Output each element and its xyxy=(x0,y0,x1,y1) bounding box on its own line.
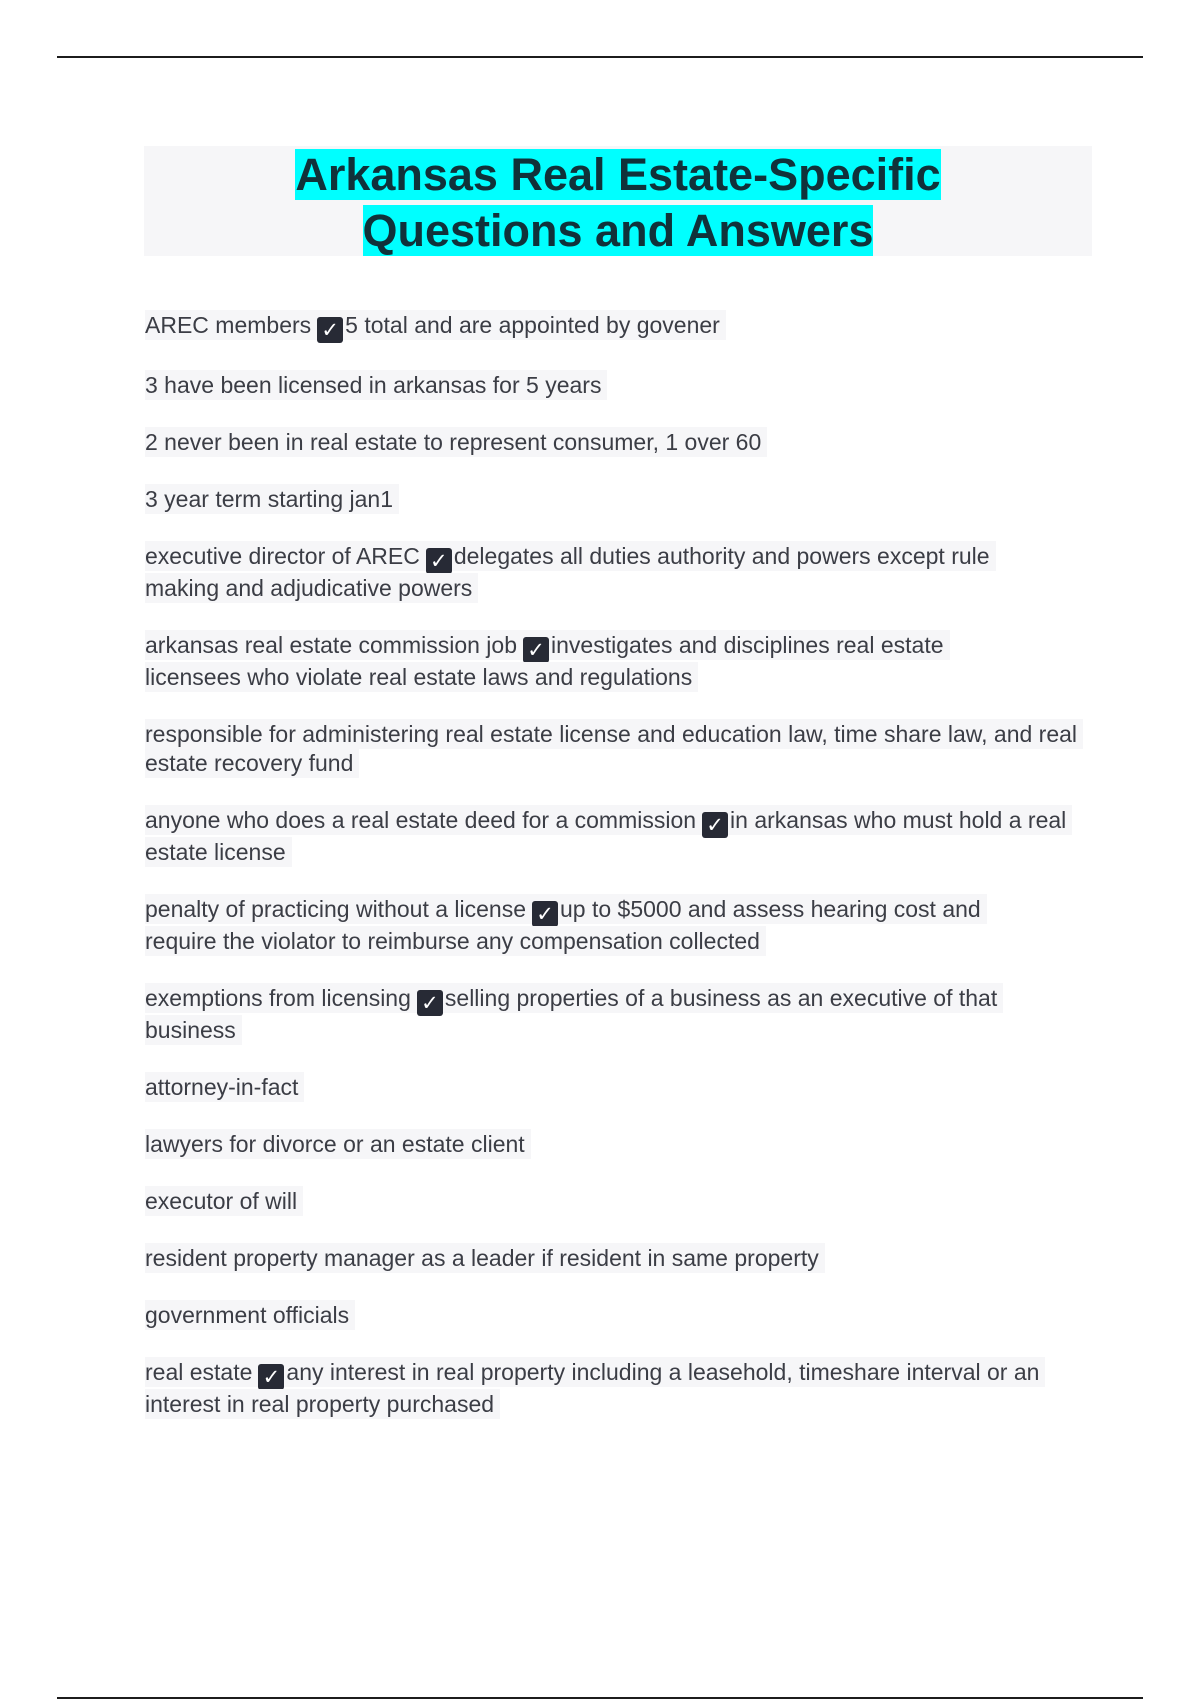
line-text: responsible for administering real estate license and education law, time share law, and real estate recovery fund xyxy=(145,719,1083,778)
qa-item xyxy=(145,1358,1065,1419)
line-text: attorney-in-fact xyxy=(145,1072,304,1102)
qa-item xyxy=(145,895,1055,956)
list-item xyxy=(145,485,1085,514)
line-text: executor of will xyxy=(145,1186,303,1216)
page-title-line-2: Questions and Answers xyxy=(362,205,874,256)
top-rule xyxy=(57,56,1143,58)
answer-text: 5 total and are appointed by govener xyxy=(345,312,720,338)
answer-text: selling properties of a business as an executive of that business xyxy=(145,985,998,1043)
qa-item xyxy=(145,806,1085,867)
checkmark-icon: ✓ xyxy=(702,812,728,838)
line-text: resident property manager as a leader if resident in same property xyxy=(145,1243,825,1273)
qa-item xyxy=(145,542,1045,603)
line-text: 3 year term starting jan1 xyxy=(145,484,399,514)
checkmark-icon: ✓ xyxy=(258,1364,284,1390)
checkmark-icon: ✓ xyxy=(532,901,558,927)
page-title-line-1: Arkansas Real Estate-Specific xyxy=(295,149,941,200)
list-item xyxy=(145,1130,1085,1159)
list-item xyxy=(145,1301,1085,1330)
checkmark-icon: ✓ xyxy=(417,990,443,1016)
qa-item xyxy=(145,311,1085,343)
list-item xyxy=(145,1187,1085,1216)
question-text: penalty of practicing without a license xyxy=(145,896,526,922)
line-text: lawyers for divorce or an estate client xyxy=(145,1129,531,1159)
line-text: 2 never been in real estate to represent consumer, 1 over 60 xyxy=(145,427,767,457)
title-block xyxy=(144,146,1092,256)
list-item xyxy=(145,428,1085,457)
line-text: government officials xyxy=(145,1300,355,1330)
answer-text: any interest in real property including a leasehold, timeshare interval or an interest in real property purchased xyxy=(145,1359,1040,1417)
list-item xyxy=(145,720,1085,778)
answer-text: investigates and disciplines real estate licensees who violate real estate laws and regulations xyxy=(145,632,944,690)
checkmark-icon: ✓ xyxy=(523,637,549,663)
question-text: anyone who does a real estate deed for a commission xyxy=(145,807,697,833)
bottom-rule xyxy=(57,1697,1143,1699)
answer-text: delegates all duties authority and powers except rule making and adjudicative powers xyxy=(145,543,990,601)
qa-list xyxy=(145,311,1085,1447)
question-text: real estate xyxy=(145,1359,253,1385)
checkmark-icon: ✓ xyxy=(426,548,452,574)
list-item xyxy=(145,1073,1085,1102)
question-text: exemptions from licensing xyxy=(145,985,411,1011)
qa-item xyxy=(145,631,1025,692)
checkmark-icon: ✓ xyxy=(317,317,343,343)
qa-item xyxy=(145,984,1065,1045)
question-text: AREC members xyxy=(145,312,312,338)
question-text: executive director of AREC xyxy=(145,543,420,569)
answer-text: up to $5000 and assess hearing cost and require the violator to reimburse any compensation collected xyxy=(145,896,981,954)
list-item xyxy=(145,371,1085,400)
line-text: 3 have been licensed in arkansas for 5 years xyxy=(145,370,607,400)
question-text: arkansas real estate commission job xyxy=(145,632,517,658)
answer-text: in arkansas who must hold a real estate license xyxy=(145,807,1067,865)
list-item xyxy=(145,1244,1085,1273)
